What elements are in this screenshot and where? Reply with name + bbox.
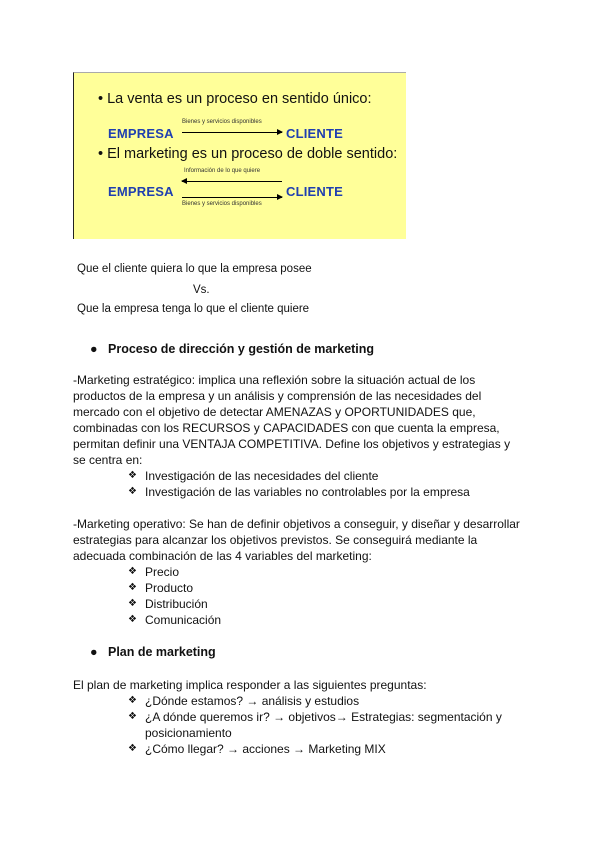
- text-line: estrategias para alcanzar los objetivos previstos. Se conseguirá mediante la: [73, 533, 478, 547]
- slide-empresa-1: EMPRESA: [108, 126, 174, 141]
- arrow-right-icon: [182, 197, 282, 198]
- caption-line-1: Que el cliente quiera lo que la empresa posee: [77, 263, 312, 275]
- list-item: ❖ ¿Cómo llegar? → acciones → Marketing MIX: [128, 742, 386, 756]
- diamond-bullet-icon: ❖: [128, 695, 137, 706]
- slide-image: [73, 72, 406, 239]
- slide-line-marketing: • El marketing es un proceso de doble sentido:: [98, 146, 398, 162]
- diamond-bullet-icon: ❖: [128, 711, 137, 722]
- text-line: adecuada combinación de las 4 variables del marketing:: [73, 549, 372, 563]
- list-item: ❖ Precio: [128, 565, 180, 579]
- slide-empresa-2: EMPRESA: [108, 184, 174, 199]
- diamond-bullet-icon: ❖: [128, 743, 137, 754]
- diamond-bullet-icon: ❖: [128, 470, 137, 481]
- bullet-icon: ●: [90, 645, 98, 659]
- section-heading-plan: [90, 645, 216, 659]
- slide-line-venta: • La venta es un proceso en sentido único:: [98, 91, 372, 107]
- slide-small-bienes-1: Bienes y servicios disponibles: [182, 119, 262, 125]
- text-line: se centra en:: [73, 453, 143, 467]
- paragraph-operativo: [73, 516, 533, 564]
- paragraph-plan-intro: [73, 677, 533, 693]
- caption-vs: Vs.: [193, 284, 210, 296]
- list-item: ❖ ¿A dónde queremos ir? → objetivos→ Estrategias: segmentación y: [128, 710, 502, 724]
- arrow-right-icon: [182, 132, 282, 133]
- arrow-left-icon: [182, 181, 282, 182]
- diamond-bullet-icon: ❖: [128, 582, 137, 593]
- text-line: -Marketing estratégico: implica una reflexión sobre la situación actual de los: [73, 373, 476, 387]
- list-item: ❖ Producto: [128, 581, 194, 595]
- list-item: ❖ Comunicación: [128, 613, 222, 627]
- diamond-bullet-icon: ❖: [128, 614, 137, 625]
- list-item: ❖ Investigación de las necesidades del cliente: [128, 469, 379, 483]
- diamond-bullet-icon: ❖: [128, 566, 137, 577]
- list-plan: [128, 693, 502, 757]
- slide-small-info: Información de lo que quiere: [184, 168, 261, 174]
- list-item: ❖ Investigación de las variables no controlables por la empresa: [128, 485, 470, 499]
- list-estrategico: [128, 468, 470, 500]
- slide-cliente-2: CLIENTE: [286, 184, 344, 199]
- diamond-bullet-icon: ❖: [128, 598, 137, 609]
- list-operativo: [128, 564, 221, 628]
- text-line: combinadas con los RECURSOS y CAPACIDADES con que cuenta la empresa,: [73, 421, 500, 435]
- text-line: El plan de marketing implica responder a las siguientes preguntas:: [73, 678, 427, 692]
- section-heading-proceso: [90, 342, 374, 356]
- paragraph-estrategico: [73, 372, 533, 468]
- text-line: permitan definir una VENTAJA COMPETITIVA. Define los objetivos y estrategias y: [73, 437, 511, 451]
- list-item: ❖ ¿Dónde estamos? → análisis y estudios: [128, 694, 360, 708]
- diamond-bullet-icon: ❖: [128, 486, 137, 497]
- slide-small-bienes-2: Bienes y servicios disponibles: [182, 201, 262, 207]
- text-line: productos de la empresa y un análisis y comprensión de las necesidades del: [73, 389, 482, 403]
- slide-cliente-1: CLIENTE: [286, 126, 344, 141]
- list-item: ❖ Distribución: [128, 597, 208, 611]
- text-line: mercado con el objetivo de detectar AMENAZAS y OPORTUNIDADES que,: [73, 405, 476, 419]
- bullet-icon: ●: [90, 342, 98, 356]
- caption-line-3: Que la empresa tenga lo que el cliente quiere: [77, 303, 310, 315]
- section-title: Plan de marketing: [108, 645, 216, 659]
- section-title: Proceso de dirección y gestión de marketing: [108, 342, 375, 356]
- text-line: -Marketing operativo: Se han de definir objetivos a conseguir, y diseñar y desarrollar: [73, 517, 520, 531]
- list-item-continuation: posicionamiento: [145, 726, 232, 740]
